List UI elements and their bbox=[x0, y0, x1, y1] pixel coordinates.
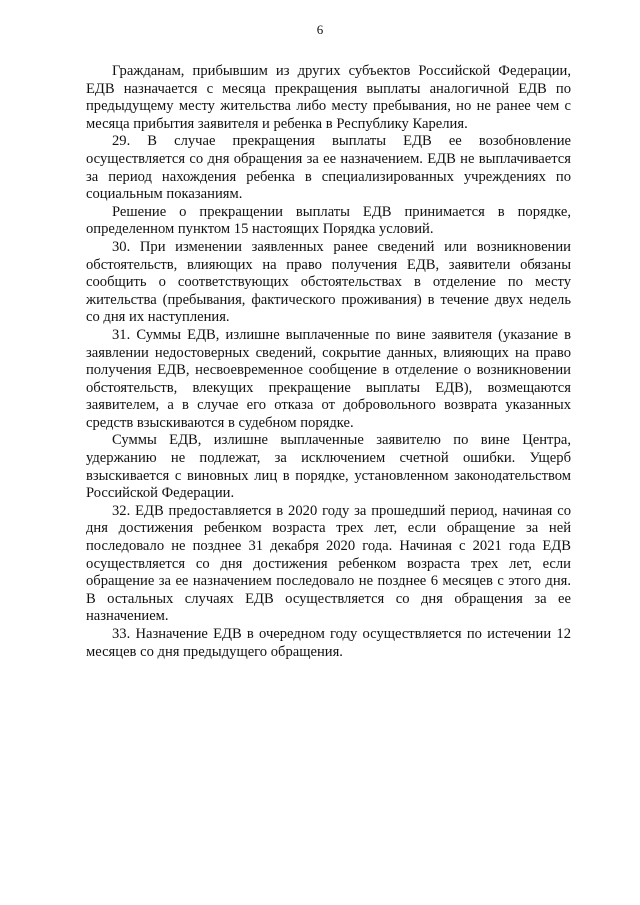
paragraph-30: 30. При изменении заявленных ранее сведений или возникновении обстоятельств, влияющих на право получения ЕДВ, заявители обязаны сообщить о соответствующих обстоятельствах в отделение по месту жительства (пребывания, фактического проживания) в течение двух недель со дня их наступления. bbox=[86, 238, 571, 326]
paragraph-termination-decision: Решение о прекращении выплаты ЕДВ принимается в порядке, определенном пунктом 15 настоящих Порядка условий. bbox=[86, 203, 571, 238]
paragraph-29: 29. В случае прекращения выплаты ЕДВ ее возобновление осуществляется со дня обращения за ее назначением. ЕДВ не выплачивается за период нахождения ребенка в специализированных учреждениях по социальным показаниям. bbox=[86, 133, 571, 203]
document-body bbox=[86, 63, 571, 661]
paragraph-arrivals: Гражданам, прибывшим из других субъектов Российской Федерации, ЕДВ назначается с месяца прекращения выплаты аналогичной ЕДВ по предыдущему месту жительства либо месту пребывания, но не ранее чем с месяца прибытия заявителя и ребенка в Республику Карелия. bbox=[86, 63, 571, 132]
paragraph-32: 32. ЕДВ предоставляется в 2020 году за прошедший период, начиная со дня достижения ребенком возраста трех лет, если обращение за ней последовало не позднее 31 декабря 2020 года. Начиная с 2021 года ЕДВ осуществляется со дня достижения ребенком возраста трех лет, если обращение за ее назначением последовало не позднее 6 месяцев с этого дня. В остальных случаях ЕДВ осуществляется со дня обращения за ее назначением. bbox=[86, 502, 571, 625]
paragraph-overpayment-center: Суммы ЕДВ, излишне выплаченные заявителю по вине Центра, удержанию не подлежат, за исключением счетной ошибки. Ущерб взыскивается с виновных лиц в порядке, установленном законодательством Российской Федерации. bbox=[86, 432, 571, 502]
paragraph-31: 31. Суммы ЕДВ, излишне выплаченные по вине заявителя (указание в заявлении недостоверных сведений, сокрытие данных, влияющих на право получения ЕДВ, несвоевременное сообщение в отделение о возникновении обстоятельств, влекущих прекращение выплаты ЕДВ), возмещаются заявителем, а в случае его отказа от добровольного возврата указанных средств взыскиваются в судебном порядке. bbox=[86, 326, 571, 431]
paragraph-33: 33. Назначение ЕДВ в очередном году осуществляется по истечении 12 месяцев со дня предыдущего обращения. bbox=[86, 626, 571, 660]
page-number: 6 bbox=[316, 22, 324, 37]
